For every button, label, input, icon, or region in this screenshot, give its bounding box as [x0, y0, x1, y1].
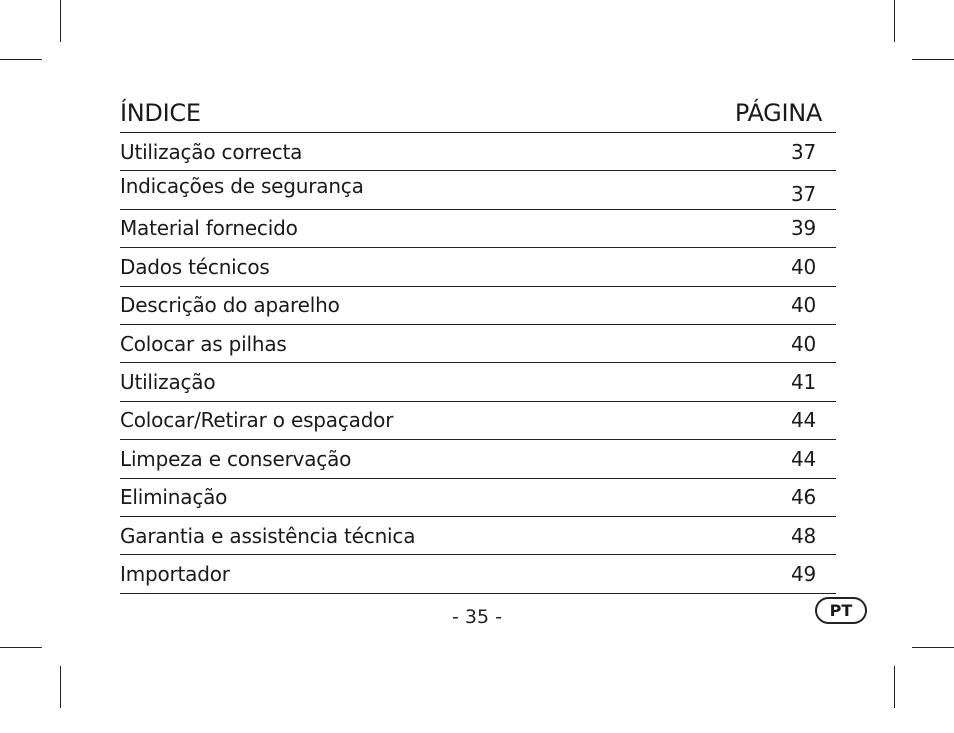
toc-entry-page: 40	[790, 331, 816, 356]
crop-mark	[0, 59, 42, 60]
toc-entry-page: 37	[790, 182, 816, 207]
toc-entry-page: 37	[790, 139, 816, 164]
toc-entry-title: Limpeza e conservação	[120, 446, 352, 471]
toc-entry-page: 41	[790, 370, 816, 395]
toc-entry[interactable]	[120, 133, 836, 171]
toc-entry[interactable]	[120, 248, 836, 286]
toc-entry-title: Utilização correcta	[120, 139, 303, 164]
toc-entry-page: 39	[790, 216, 816, 241]
toc-entry[interactable]	[120, 517, 836, 555]
toc-entry-title: Indicações de segurança	[120, 174, 364, 199]
toc-entry-page: 46	[790, 485, 816, 510]
toc-entry[interactable]	[120, 440, 836, 478]
toc-entry-title: Descrição do aparelho	[120, 293, 340, 318]
crop-mark	[912, 647, 954, 648]
toc-entry-title: Importador	[120, 561, 230, 586]
toc-entry[interactable]	[120, 402, 836, 440]
toc-header	[120, 90, 836, 133]
crop-mark	[894, 666, 895, 708]
crop-mark	[60, 0, 61, 42]
toc-entry-title: Colocar/Retirar o espaçador	[120, 408, 394, 433]
crop-mark	[894, 0, 895, 42]
toc-entry-title: Colocar as pilhas	[120, 331, 287, 356]
toc-entry-title: Garantia e assistência técnica	[120, 523, 416, 548]
toc-entry-page: 40	[790, 293, 816, 318]
crop-mark	[912, 59, 954, 60]
toc-rows	[120, 133, 836, 594]
toc-entry[interactable]	[120, 479, 836, 517]
toc-page-label: PÁGINA	[734, 99, 822, 127]
toc-entry[interactable]	[120, 171, 836, 209]
toc-entry[interactable]	[120, 210, 836, 248]
toc-entry[interactable]	[120, 363, 836, 401]
toc-entry[interactable]	[120, 325, 836, 363]
language-badge: PT	[815, 597, 867, 624]
toc-entry-page: 49	[790, 561, 816, 586]
toc-entry-page: 48	[790, 523, 816, 548]
toc-entry-page: 40	[790, 254, 816, 279]
page-number: - 35 -	[452, 606, 502, 628]
toc-entry-title: Dados técnicos	[120, 254, 270, 279]
toc-entry[interactable]	[120, 555, 836, 593]
toc-entry-title: Material fornecido	[120, 216, 298, 241]
toc-entry-page: 44	[790, 446, 816, 471]
table-of-contents	[120, 90, 836, 594]
toc-entry-title: Eliminação	[120, 485, 228, 510]
toc-entry-page: 44	[790, 408, 816, 433]
toc-title: ÍNDICE	[120, 99, 201, 127]
toc-entry[interactable]	[120, 287, 836, 325]
toc-entry-title: Utilização	[120, 370, 216, 395]
crop-mark	[0, 647, 42, 648]
crop-mark	[60, 666, 61, 708]
